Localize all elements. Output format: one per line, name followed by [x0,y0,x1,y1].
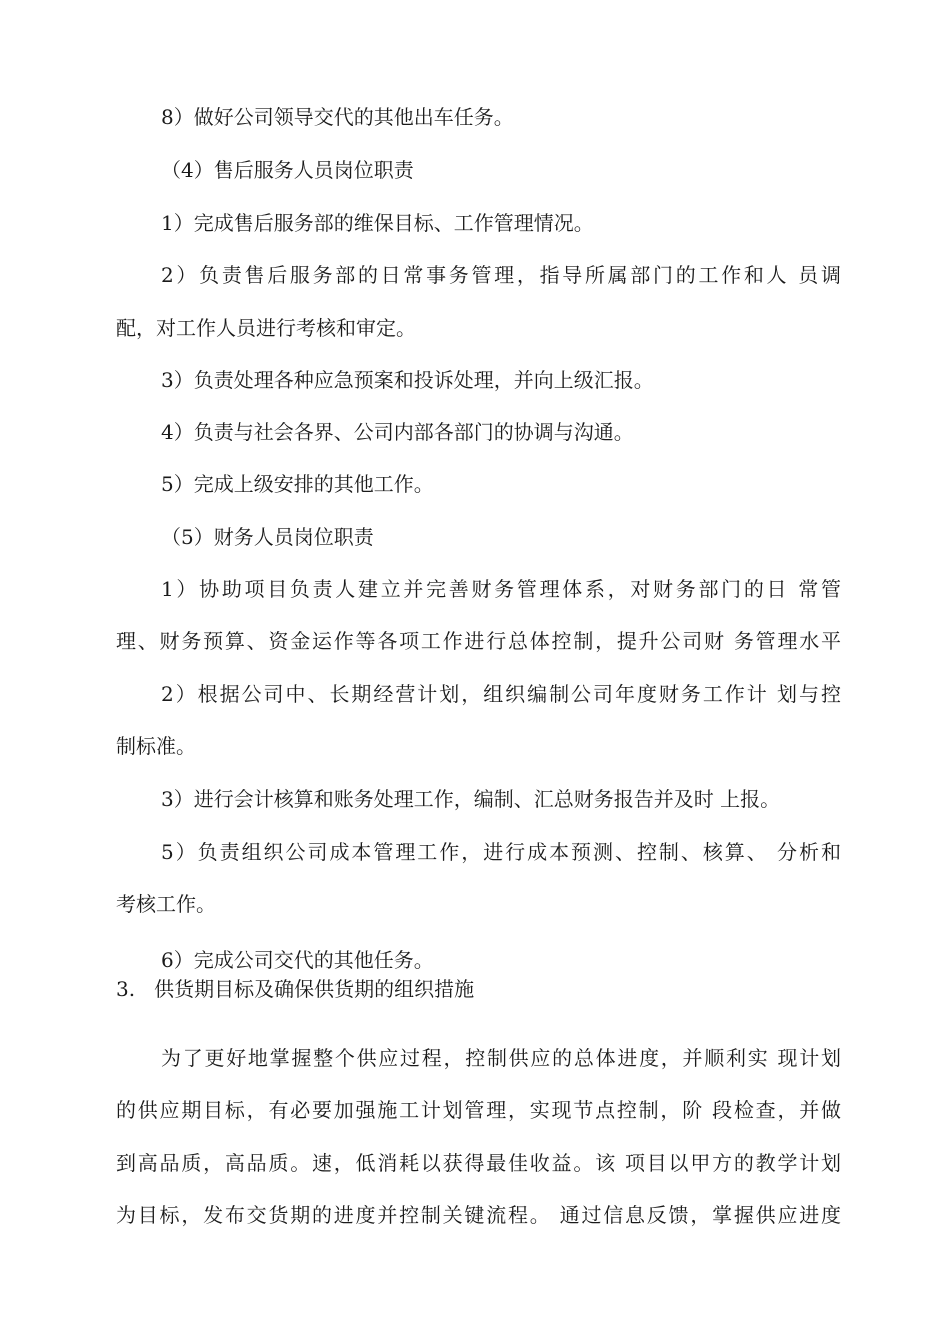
paragraph-line: 5）负责组织公司成本管理工作，进行成本预测、控制、核算、 分析和 [161,840,841,864]
paragraph-line: 的供应期目标，有必要加强施工计划管理，实现节点控制，阶 段检查，并做 [116,1098,841,1122]
paragraph-line: 4）负责与社会各界、公司内部各部门的协调与沟通。 [161,420,634,444]
paragraph-line: 理、财务预算、资金运作等各项工作进行总体控制，提升公司财 务管理水平 [116,629,841,653]
chapter-heading: 3. 供货期目标及确保供货期的组织措施 [116,977,475,1001]
paragraph-line: 8）做好公司领导交代的其他出车任务。 [161,105,514,129]
paragraph-line: 2）负责售后服务部的日常事务管理，指导所属部门的工作和人 员调 [161,263,841,287]
paragraph-line: 3）进行会计核算和账务处理工作，编制、汇总财务报告并及时 上报。 [161,787,781,811]
paragraph-line: 为目标，发布交货期的进度并控制关键流程。 通过信息反馈，掌握供应进度 [116,1203,841,1227]
paragraph-line: 制标准。 [116,734,196,758]
section-heading: （4）售后服务人员岗位职责 [161,158,414,182]
paragraph-line: 1）协助项目负责人建立并完善财务管理体系，对财务部门的日 常管 [161,577,841,601]
paragraph-line: 考核工作。 [116,892,216,916]
paragraph-line: 为了更好地掌握整个供应过程，控制供应的总体进度，并顺利实 现计划 [161,1046,841,1070]
paragraph-line: 6）完成公司交代的其他任务。 [161,948,434,972]
section-heading: （5）财务人员岗位职责 [161,525,374,549]
paragraph-line: 到高品质，高品质。速，低消耗以获得最佳收益。该 项目以甲方的教学计划 [116,1151,841,1175]
paragraph-line: 5）完成上级安排的其他工作。 [161,472,434,496]
paragraph-line: 配，对工作人员进行考核和审定。 [116,316,416,340]
paragraph-line: 2）根据公司中、长期经营计划，组织编制公司年度财务工作计 划与控 [161,682,841,706]
paragraph-line: 3）负责处理各种应急预案和投诉处理，并向上级汇报。 [161,368,654,392]
paragraph-line: 1）完成售后服务部的维保目标、工作管理情况。 [161,211,594,235]
